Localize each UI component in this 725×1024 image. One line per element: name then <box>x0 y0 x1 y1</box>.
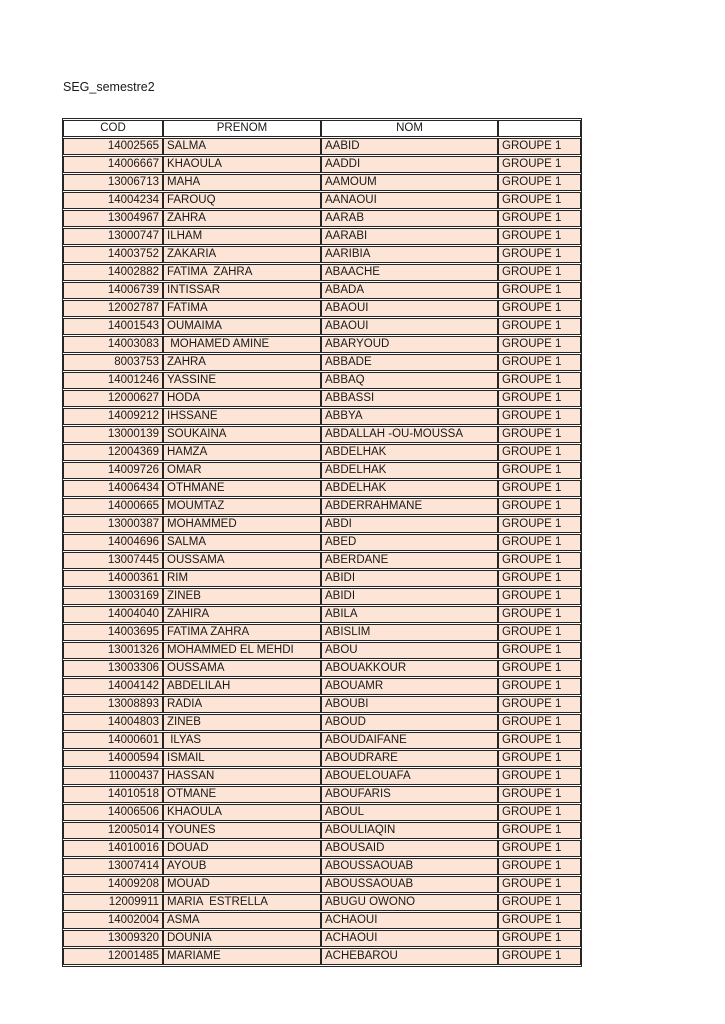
nom-cell: ABUGU OWONO <box>321 894 498 911</box>
prenom-cell: OMAR <box>163 462 321 479</box>
nom-cell: ABDI <box>321 516 498 533</box>
cod-cell: 14003752 <box>63 246 163 263</box>
table-row <box>63 768 581 785</box>
nom-cell: ABISLIM <box>321 624 498 641</box>
table-row <box>63 480 581 497</box>
table-row <box>63 462 581 479</box>
prenom-cell: KHAOULA <box>163 156 321 173</box>
table-row <box>63 948 581 965</box>
nom-cell: ABILA <box>321 606 498 623</box>
nom-cell: ABAOUI <box>321 300 498 317</box>
cod-cell: 13000747 <box>63 228 163 245</box>
prenom-cell: HAMZA <box>163 444 321 461</box>
groupe-cell: GROUPE 1 <box>498 300 581 317</box>
table-body <box>63 138 581 965</box>
groupe-cell: GROUPE 1 <box>498 228 581 245</box>
groupe-cell: GROUPE 1 <box>498 948 581 965</box>
col-header-groupe <box>498 120 581 137</box>
groupe-cell: GROUPE 1 <box>498 804 581 821</box>
prenom-cell: YASSINE <box>163 372 321 389</box>
groupe-cell: GROUPE 1 <box>498 444 581 461</box>
table-row <box>63 228 581 245</box>
nom-cell: ABOUD <box>321 714 498 731</box>
groupe-cell: GROUPE 1 <box>498 768 581 785</box>
cod-cell: 14004234 <box>63 192 163 209</box>
prenom-cell: ZAKARIA <box>163 246 321 263</box>
groupe-cell: GROUPE 1 <box>498 138 581 155</box>
cod-cell: 14000601 <box>63 732 163 749</box>
table-row <box>63 498 581 515</box>
groupe-cell: GROUPE 1 <box>498 822 581 839</box>
groupe-cell: GROUPE 1 <box>498 840 581 857</box>
groupe-cell: GROUPE 1 <box>498 750 581 767</box>
cod-cell: 13000139 <box>63 426 163 443</box>
groupe-cell: GROUPE 1 <box>498 174 581 191</box>
prenom-cell: INTISSAR <box>163 282 321 299</box>
cod-cell: 14000594 <box>63 750 163 767</box>
prenom-cell: HODA <box>163 390 321 407</box>
groupe-cell: GROUPE 1 <box>498 480 581 497</box>
nom-cell: ABAOUI <box>321 318 498 335</box>
cod-cell: 12005014 <box>63 822 163 839</box>
table-row <box>63 282 581 299</box>
nom-cell: ABDELHAK <box>321 462 498 479</box>
cod-cell: 14006506 <box>63 804 163 821</box>
cod-cell: 11000437 <box>63 768 163 785</box>
col-header-nom: NOM <box>321 120 498 137</box>
cod-cell: 13003306 <box>63 660 163 677</box>
cod-cell: 14009726 <box>63 462 163 479</box>
prenom-cell: ZINEB <box>163 714 321 731</box>
table-row <box>63 300 581 317</box>
groupe-cell: GROUPE 1 <box>498 156 581 173</box>
nom-cell: ABOUAMR <box>321 678 498 695</box>
prenom-cell: ILYAS <box>163 732 321 749</box>
cod-cell: 14002565 <box>63 138 163 155</box>
prenom-cell: OTMANE <box>163 786 321 803</box>
groupe-cell: GROUPE 1 <box>498 858 581 875</box>
prenom-cell: IHSSANE <box>163 408 321 425</box>
prenom-cell: SALMA <box>163 534 321 551</box>
table-row <box>63 732 581 749</box>
groupe-cell: GROUPE 1 <box>498 786 581 803</box>
cod-cell: 13006713 <box>63 174 163 191</box>
prenom-cell: AYOUB <box>163 858 321 875</box>
cod-cell: 14003695 <box>63 624 163 641</box>
cod-cell: 14004803 <box>63 714 163 731</box>
table-row <box>63 534 581 551</box>
cod-cell: 14009212 <box>63 408 163 425</box>
prenom-cell: FATIMA <box>163 300 321 317</box>
table-row <box>63 696 581 713</box>
table-row <box>63 642 581 659</box>
groupe-cell: GROUPE 1 <box>498 534 581 551</box>
prenom-cell: MOUMTAZ <box>163 498 321 515</box>
table-row <box>63 678 581 695</box>
prenom-cell: FATIMA ZAHRA <box>163 624 321 641</box>
groupe-cell: GROUPE 1 <box>498 390 581 407</box>
nom-cell: ABOUDAIFANE <box>321 732 498 749</box>
groupe-cell: GROUPE 1 <box>498 732 581 749</box>
nom-cell: ABAACHE <box>321 264 498 281</box>
groupe-cell: GROUPE 1 <box>498 246 581 263</box>
prenom-cell: OTHMANE <box>163 480 321 497</box>
prenom-cell: ISMAIL <box>163 750 321 767</box>
table-row <box>63 570 581 587</box>
groupe-cell: GROUPE 1 <box>498 516 581 533</box>
nom-cell: ABED <box>321 534 498 551</box>
table-row <box>63 552 581 569</box>
table-row <box>63 804 581 821</box>
table-row <box>63 624 581 641</box>
table-row <box>63 336 581 353</box>
table-row <box>63 390 581 407</box>
groupe-cell: GROUPE 1 <box>498 354 581 371</box>
table-row <box>63 588 581 605</box>
cod-cell: 14004142 <box>63 678 163 695</box>
prenom-cell: OUMAIMA <box>163 318 321 335</box>
prenom-cell: MOHAMMED <box>163 516 321 533</box>
groupe-cell: GROUPE 1 <box>498 624 581 641</box>
nom-cell: ABBASSI <box>321 390 498 407</box>
cod-cell: 14006739 <box>63 282 163 299</box>
cod-cell: 8003753 <box>63 354 163 371</box>
nom-cell: ABOUFARIS <box>321 786 498 803</box>
nom-cell: AANAOUI <box>321 192 498 209</box>
groupe-cell: GROUPE 1 <box>498 336 581 353</box>
groupe-cell: GROUPE 1 <box>498 912 581 929</box>
prenom-cell: ZAHRA <box>163 354 321 371</box>
prenom-cell: ILHAM <box>163 228 321 245</box>
table-row <box>63 192 581 209</box>
cod-cell: 12002787 <box>63 300 163 317</box>
table-row <box>63 372 581 389</box>
table-row <box>63 858 581 875</box>
cod-cell: 13007445 <box>63 552 163 569</box>
nom-cell: ABBYA <box>321 408 498 425</box>
table-row <box>63 318 581 335</box>
table-row <box>63 408 581 425</box>
nom-cell: ACHAOUI <box>321 912 498 929</box>
cod-cell: 13003169 <box>63 588 163 605</box>
nom-cell: AARIBIA <box>321 246 498 263</box>
table-row <box>63 174 581 191</box>
cod-cell: 14000665 <box>63 498 163 515</box>
nom-cell: ABOUSSAOUAB <box>321 858 498 875</box>
nom-cell: ABOUBI <box>321 696 498 713</box>
table-row <box>63 930 581 947</box>
nom-cell: ABBAQ <box>321 372 498 389</box>
groupe-cell: GROUPE 1 <box>498 930 581 947</box>
nom-cell: ABARYOUD <box>321 336 498 353</box>
groupe-cell: GROUPE 1 <box>498 192 581 209</box>
groupe-cell: GROUPE 1 <box>498 264 581 281</box>
table-row <box>63 894 581 911</box>
groupe-cell: GROUPE 1 <box>498 372 581 389</box>
cod-cell: 14009208 <box>63 876 163 893</box>
cod-cell: 13008893 <box>63 696 163 713</box>
prenom-cell: HASSAN <box>163 768 321 785</box>
table-row <box>63 750 581 767</box>
groupe-cell: GROUPE 1 <box>498 642 581 659</box>
cod-cell: 13009320 <box>63 930 163 947</box>
cod-cell: 12001485 <box>63 948 163 965</box>
table-row <box>63 354 581 371</box>
nom-cell: ABBADE <box>321 354 498 371</box>
table-row <box>63 714 581 731</box>
prenom-cell: KHAOULA <box>163 804 321 821</box>
nom-cell: AADDI <box>321 156 498 173</box>
table-row <box>63 210 581 227</box>
cod-cell: 14004696 <box>63 534 163 551</box>
prenom-cell: RIM <box>163 570 321 587</box>
groupe-cell: GROUPE 1 <box>498 462 581 479</box>
table-row <box>63 516 581 533</box>
sheet-title: SEG_semestre2 <box>63 80 155 94</box>
cod-cell: 12004369 <box>63 444 163 461</box>
prenom-cell: MARIA ESTRELLA <box>163 894 321 911</box>
cod-cell: 14010016 <box>63 840 163 857</box>
prenom-cell: DOUNIA <box>163 930 321 947</box>
prenom-cell: MOHAMED AMINE <box>163 336 321 353</box>
nom-cell: ABOUAKKOUR <box>321 660 498 677</box>
prenom-cell: MOHAMMED EL MEHDI <box>163 642 321 659</box>
groupe-cell: GROUPE 1 <box>498 678 581 695</box>
nom-cell: ABOULIAQIN <box>321 822 498 839</box>
prenom-cell: ZINEB <box>163 588 321 605</box>
groupe-cell: GROUPE 1 <box>498 210 581 227</box>
prenom-cell: MAHA <box>163 174 321 191</box>
nom-cell: ACHEBAROU <box>321 948 498 965</box>
cod-cell: 14001543 <box>63 318 163 335</box>
table-row <box>63 444 581 461</box>
prenom-cell: FATIMA ZAHRA <box>163 264 321 281</box>
groupe-cell: GROUPE 1 <box>498 588 581 605</box>
prenom-cell: ZAHRA <box>163 210 321 227</box>
table-row <box>63 156 581 173</box>
groupe-cell: GROUPE 1 <box>498 660 581 677</box>
groupe-cell: GROUPE 1 <box>498 696 581 713</box>
cod-cell: 14004040 <box>63 606 163 623</box>
cod-cell: 14001246 <box>63 372 163 389</box>
cod-cell: 14010518 <box>63 786 163 803</box>
nom-cell: AARABI <box>321 228 498 245</box>
nom-cell: AABID <box>321 138 498 155</box>
cod-cell: 14002882 <box>63 264 163 281</box>
nom-cell: ABIDI <box>321 588 498 605</box>
groupe-cell: GROUPE 1 <box>498 498 581 515</box>
prenom-cell: ABDELILAH <box>163 678 321 695</box>
nom-cell: ABADA <box>321 282 498 299</box>
nom-cell: AAMOUM <box>321 174 498 191</box>
nom-cell: ABOUDRARE <box>321 750 498 767</box>
cod-cell: 14002004 <box>63 912 163 929</box>
prenom-cell: YOUNES <box>163 822 321 839</box>
table-row <box>63 606 581 623</box>
cod-cell: 13001326 <box>63 642 163 659</box>
nom-cell: ABERDANE <box>321 552 498 569</box>
groupe-cell: GROUPE 1 <box>498 552 581 569</box>
prenom-cell: DOUAD <box>163 840 321 857</box>
groupe-cell: GROUPE 1 <box>498 570 581 587</box>
nom-cell: ACHAOUI <box>321 930 498 947</box>
nom-cell: ABOUELOUAFA <box>321 768 498 785</box>
prenom-cell: MARIAME <box>163 948 321 965</box>
nom-cell: ABOUL <box>321 804 498 821</box>
nom-cell: ABOUSAID <box>321 840 498 857</box>
header-row <box>63 120 581 137</box>
nom-cell: ABDELHAK <box>321 480 498 497</box>
groupe-cell: GROUPE 1 <box>498 876 581 893</box>
groupe-cell: GROUPE 1 <box>498 318 581 335</box>
cod-cell: 13004967 <box>63 210 163 227</box>
table-row <box>63 876 581 893</box>
nom-cell: ABIDI <box>321 570 498 587</box>
nom-cell: AARAB <box>321 210 498 227</box>
table-row <box>63 426 581 443</box>
students-table <box>62 118 582 967</box>
table-row <box>63 822 581 839</box>
cod-cell: 14006667 <box>63 156 163 173</box>
table-row <box>63 786 581 803</box>
table-row <box>63 264 581 281</box>
nom-cell: ABOU <box>321 642 498 659</box>
col-header-cod: COD <box>63 120 163 137</box>
nom-cell: ABOUSSAOUAB <box>321 876 498 893</box>
prenom-cell: MOUAD <box>163 876 321 893</box>
groupe-cell: GROUPE 1 <box>498 606 581 623</box>
groupe-cell: GROUPE 1 <box>498 894 581 911</box>
prenom-cell: SOUKAINA <box>163 426 321 443</box>
prenom-cell: FAROUQ <box>163 192 321 209</box>
prenom-cell: ASMA <box>163 912 321 929</box>
groupe-cell: GROUPE 1 <box>498 282 581 299</box>
cod-cell: 14006434 <box>63 480 163 497</box>
prenom-cell: OUSSAMA <box>163 552 321 569</box>
table-header <box>63 120 581 137</box>
cod-cell: 12009911 <box>63 894 163 911</box>
nom-cell: ABDERRAHMANE <box>321 498 498 515</box>
cod-cell: 13007414 <box>63 858 163 875</box>
table-row <box>63 840 581 857</box>
table-row <box>63 138 581 155</box>
col-header-prenom: PRENOM <box>163 120 321 137</box>
prenom-cell: RADIA <box>163 696 321 713</box>
nom-cell: ABDALLAH -OU-MOUSSA <box>321 426 498 443</box>
groupe-cell: GROUPE 1 <box>498 426 581 443</box>
groupe-cell: GROUPE 1 <box>498 408 581 425</box>
prenom-cell: OUSSAMA <box>163 660 321 677</box>
cod-cell: 13000387 <box>63 516 163 533</box>
table-row <box>63 246 581 263</box>
nom-cell: ABDELHAK <box>321 444 498 461</box>
table-row <box>63 912 581 929</box>
cod-cell: 14003083 <box>63 336 163 353</box>
groupe-cell: GROUPE 1 <box>498 714 581 731</box>
prenom-cell: SALMA <box>163 138 321 155</box>
cod-cell: 14000361 <box>63 570 163 587</box>
prenom-cell: ZAHIRA <box>163 606 321 623</box>
table-row <box>63 660 581 677</box>
cod-cell: 12000627 <box>63 390 163 407</box>
